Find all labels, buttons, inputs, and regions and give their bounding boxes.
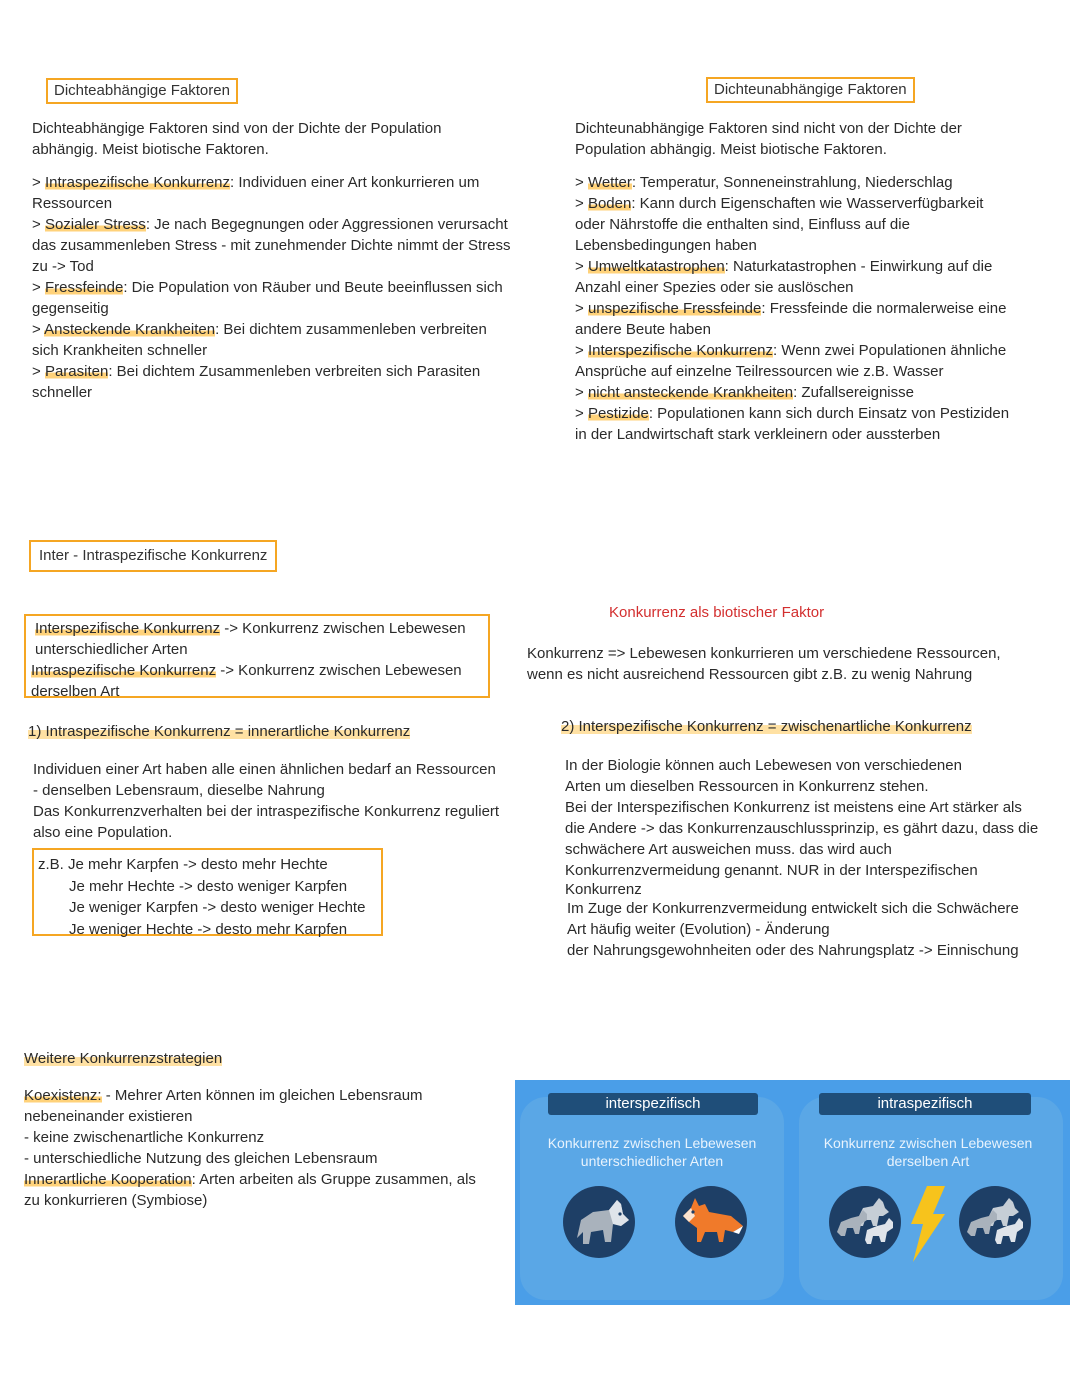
definition-box: Interspezifische Konkurrenz -> Konkurrenz zwischen Lebewesen unterschiedlicher Arten Intraspezifische Konkurrenz -> Konkurrenz zwischen Lebewesen derselben Art bbox=[24, 614, 490, 698]
list-item: > Sozialer Stress: Je nach Begegnungen oder Aggressionen verursacht bbox=[32, 216, 508, 233]
list-item: > Intraspezifische Konkurrenz: Individuen einer Art konkurrieren um bbox=[32, 174, 480, 191]
competition-graphic bbox=[515, 1080, 1070, 1305]
intra-text: Individuen einer Art haben alle einen ähnlichen bedarf an Ressourcen - denselben Lebensraum, dieselbe Nahrung Das Konkurrenzverhalten bei der intraspezifische Konkurrenz reguliert also eine Population. bbox=[33, 761, 500, 841]
wolf-icon bbox=[563, 1186, 635, 1258]
biotisch-text: Konkurrenz => Lebewesen konkurrieren um verschiedene Ressourcen, wenn es nicht ausreichend Ressourcen gibt z.B. zu wenig Nahrung bbox=[527, 645, 1001, 683]
list-item: > Interspezifische Konkurrenz: Wenn zwei Populationen ähnliche bbox=[575, 342, 1007, 359]
weitere-heading: Weitere Konkurrenzstrategien bbox=[24, 1050, 223, 1067]
dichteunabhaengig-list: > Wetter: Temperatur, Sonneneinstrahlung, Niederschlag > Boden: Kann durch Eigenschaften wie Wasserverfügbarkeit oder Nährstoffe die enthalten sind, Einfluss auf die Lebensbedingungen haben > Umweltkatastrophen: Naturkatastrophen - Einwirkung auf die Anzahl einer Spezies oder sie auslöschen > unspezifische Fressfeinde: Fressfeinde die normalerweise eine andere Beute haben > Interspezifische Konkurrenz: Wenn zwei Populationen ähnliche Ansprüche auf einzelne Teilressourcen wie z.B. Wasser > nicht ansteckende Krankheiten: Zufallsereignisse > Pestizide: Populationen kann sich durch Einsatz von Pestiziden in der Landwirtschaft stark verkleinern oder aussterben bbox=[575, 174, 1010, 443]
intra-heading: 1) Intraspezifische Konkurrenz = innerartliche Konkurrenz bbox=[28, 723, 411, 740]
inter-text-2: Im Zuge der Konkurrenzvermeidung entwickelt sich die Schwächere Art häufig weiter (Evolution) - Änderung der Nahrungsgewohnheiten oder des Nahrungsplatz -> Einnischung bbox=[567, 900, 1019, 959]
list-item: > Umweltkatastrophen: Naturkatastrophen - Einwirkung auf die bbox=[575, 258, 993, 275]
wolf-pack-icon bbox=[959, 1186, 1031, 1258]
list-item: > unspezifische Fressfeinde: Fressfeinde die normalerweise eine bbox=[575, 300, 1007, 317]
interspecific-card-text: Konkurrenz zwischen Lebewesen unterschiedlicher Arten bbox=[547, 1135, 757, 1169]
intraspecific-card-title: intraspezifisch bbox=[819, 1093, 1031, 1115]
dichteabhaengig-title: Dichteabhängige Faktoren bbox=[46, 78, 238, 104]
fox-icon bbox=[675, 1186, 747, 1258]
list-item: > Wetter: Temperatur, Sonneneinstrahlung, Niederschlag bbox=[575, 174, 953, 191]
lightning-icon bbox=[905, 1184, 949, 1264]
list-item: > Parasiten: Bei dichtem Zusammenleben verbreiten sich Parasiten bbox=[32, 363, 481, 380]
list-item: > Ansteckende Krankheiten: Bei dichtem zusammenleben verbreiten bbox=[32, 321, 487, 338]
list-item: > Fressfeinde: Die Population von Räuber und Beute beeinflussen sich bbox=[32, 279, 503, 296]
dichteunabhaengig-title: Dichteunabhängige Faktoren bbox=[706, 77, 915, 103]
dichteabhaengig-list: > Intraspezifische Konkurrenz: Individuen einer Art konkurrieren um Ressourcen > Sozialer Stress: Je nach Begegnungen oder Aggressionen verursacht das zusammenleben Stress - mit zunehmender Dichte nimmt der Stress zu -> Tod > Fressfeinde: Die Population von Räuber und Beute beeinflussen sich gegenseitig > Ansteckende Krankheiten: Bei dichtem zusammenleben verbreiten sich Krankheiten schneller > Parasiten: Bei dichtem Zusammenleben verbreiten sich Parasiten schneller bbox=[32, 174, 511, 401]
inter-text: In der Biologie können auch Lebewesen von verschiedenen Arten um dieselben Ressourcen in Konkurrenz stehen. Bei der Interspezifischen Konkurrenz ist meistens eine Art stärker als die Andere -> das Konkurrenzauschlussprinzip, es gährt dazu, dass die schwächere Art ausweichen muss. das wird auch Konkurrenzvermeidung genannt. NUR in der Interspezifischen Konkurrenz bbox=[565, 757, 1039, 898]
wolf-pack-icon bbox=[829, 1186, 901, 1258]
example-box: z.B. Je mehr Karpfen -> desto mehr Hechte Je mehr Hechte -> desto weniger Karpfen Je weniger Karpfen -> desto weniger Hechte Je weniger Hechte -> desto mehr Karpfen bbox=[32, 848, 383, 936]
dichteunabhaengig-intro: Dichteunabhängige Faktoren sind nicht von der Dichte der Population abhängig. Meist biotische Faktoren. bbox=[575, 120, 962, 158]
list-item: > Pestizide: Populationen kann sich durch Einsatz von Pestiziden bbox=[575, 405, 1010, 422]
inter-intra-title: Inter - Intraspezifische Konkurrenz bbox=[29, 540, 277, 572]
weitere-text: Koexistenz: - Mehrer Arten können im gleichen Lebensraum nebeneinander existieren - keine zwischenartliche Konkurrenz - unterschiedliche Nutzung des gleichen Lebensraum Innerartliche Kooperation: Arten arbeiten als Gruppe zusammen, als zu konkurrieren (Symbiose) bbox=[24, 1087, 476, 1209]
interspecific-card-title: interspezifisch bbox=[548, 1093, 758, 1115]
biotisch-title: Konkurrenz als biotischer Faktor bbox=[609, 604, 825, 621]
dichteabhaengig-intro: Dichteabhängige Faktoren sind von der Dichte der Population abhängig. Meist biotische Faktoren. bbox=[32, 120, 442, 158]
inter-heading: 2) Interspezifische Konkurrenz = zwischenartliche Konkurrenz bbox=[561, 718, 972, 735]
intraspecific-card-text: Konkurrenz zwischen Lebewesen derselben Art bbox=[823, 1135, 1033, 1169]
list-item: > nicht ansteckende Krankheiten: Zufallsereignisse bbox=[575, 384, 914, 401]
list-item: > Boden: Kann durch Eigenschaften wie Wasserverfügbarkeit bbox=[575, 195, 984, 212]
